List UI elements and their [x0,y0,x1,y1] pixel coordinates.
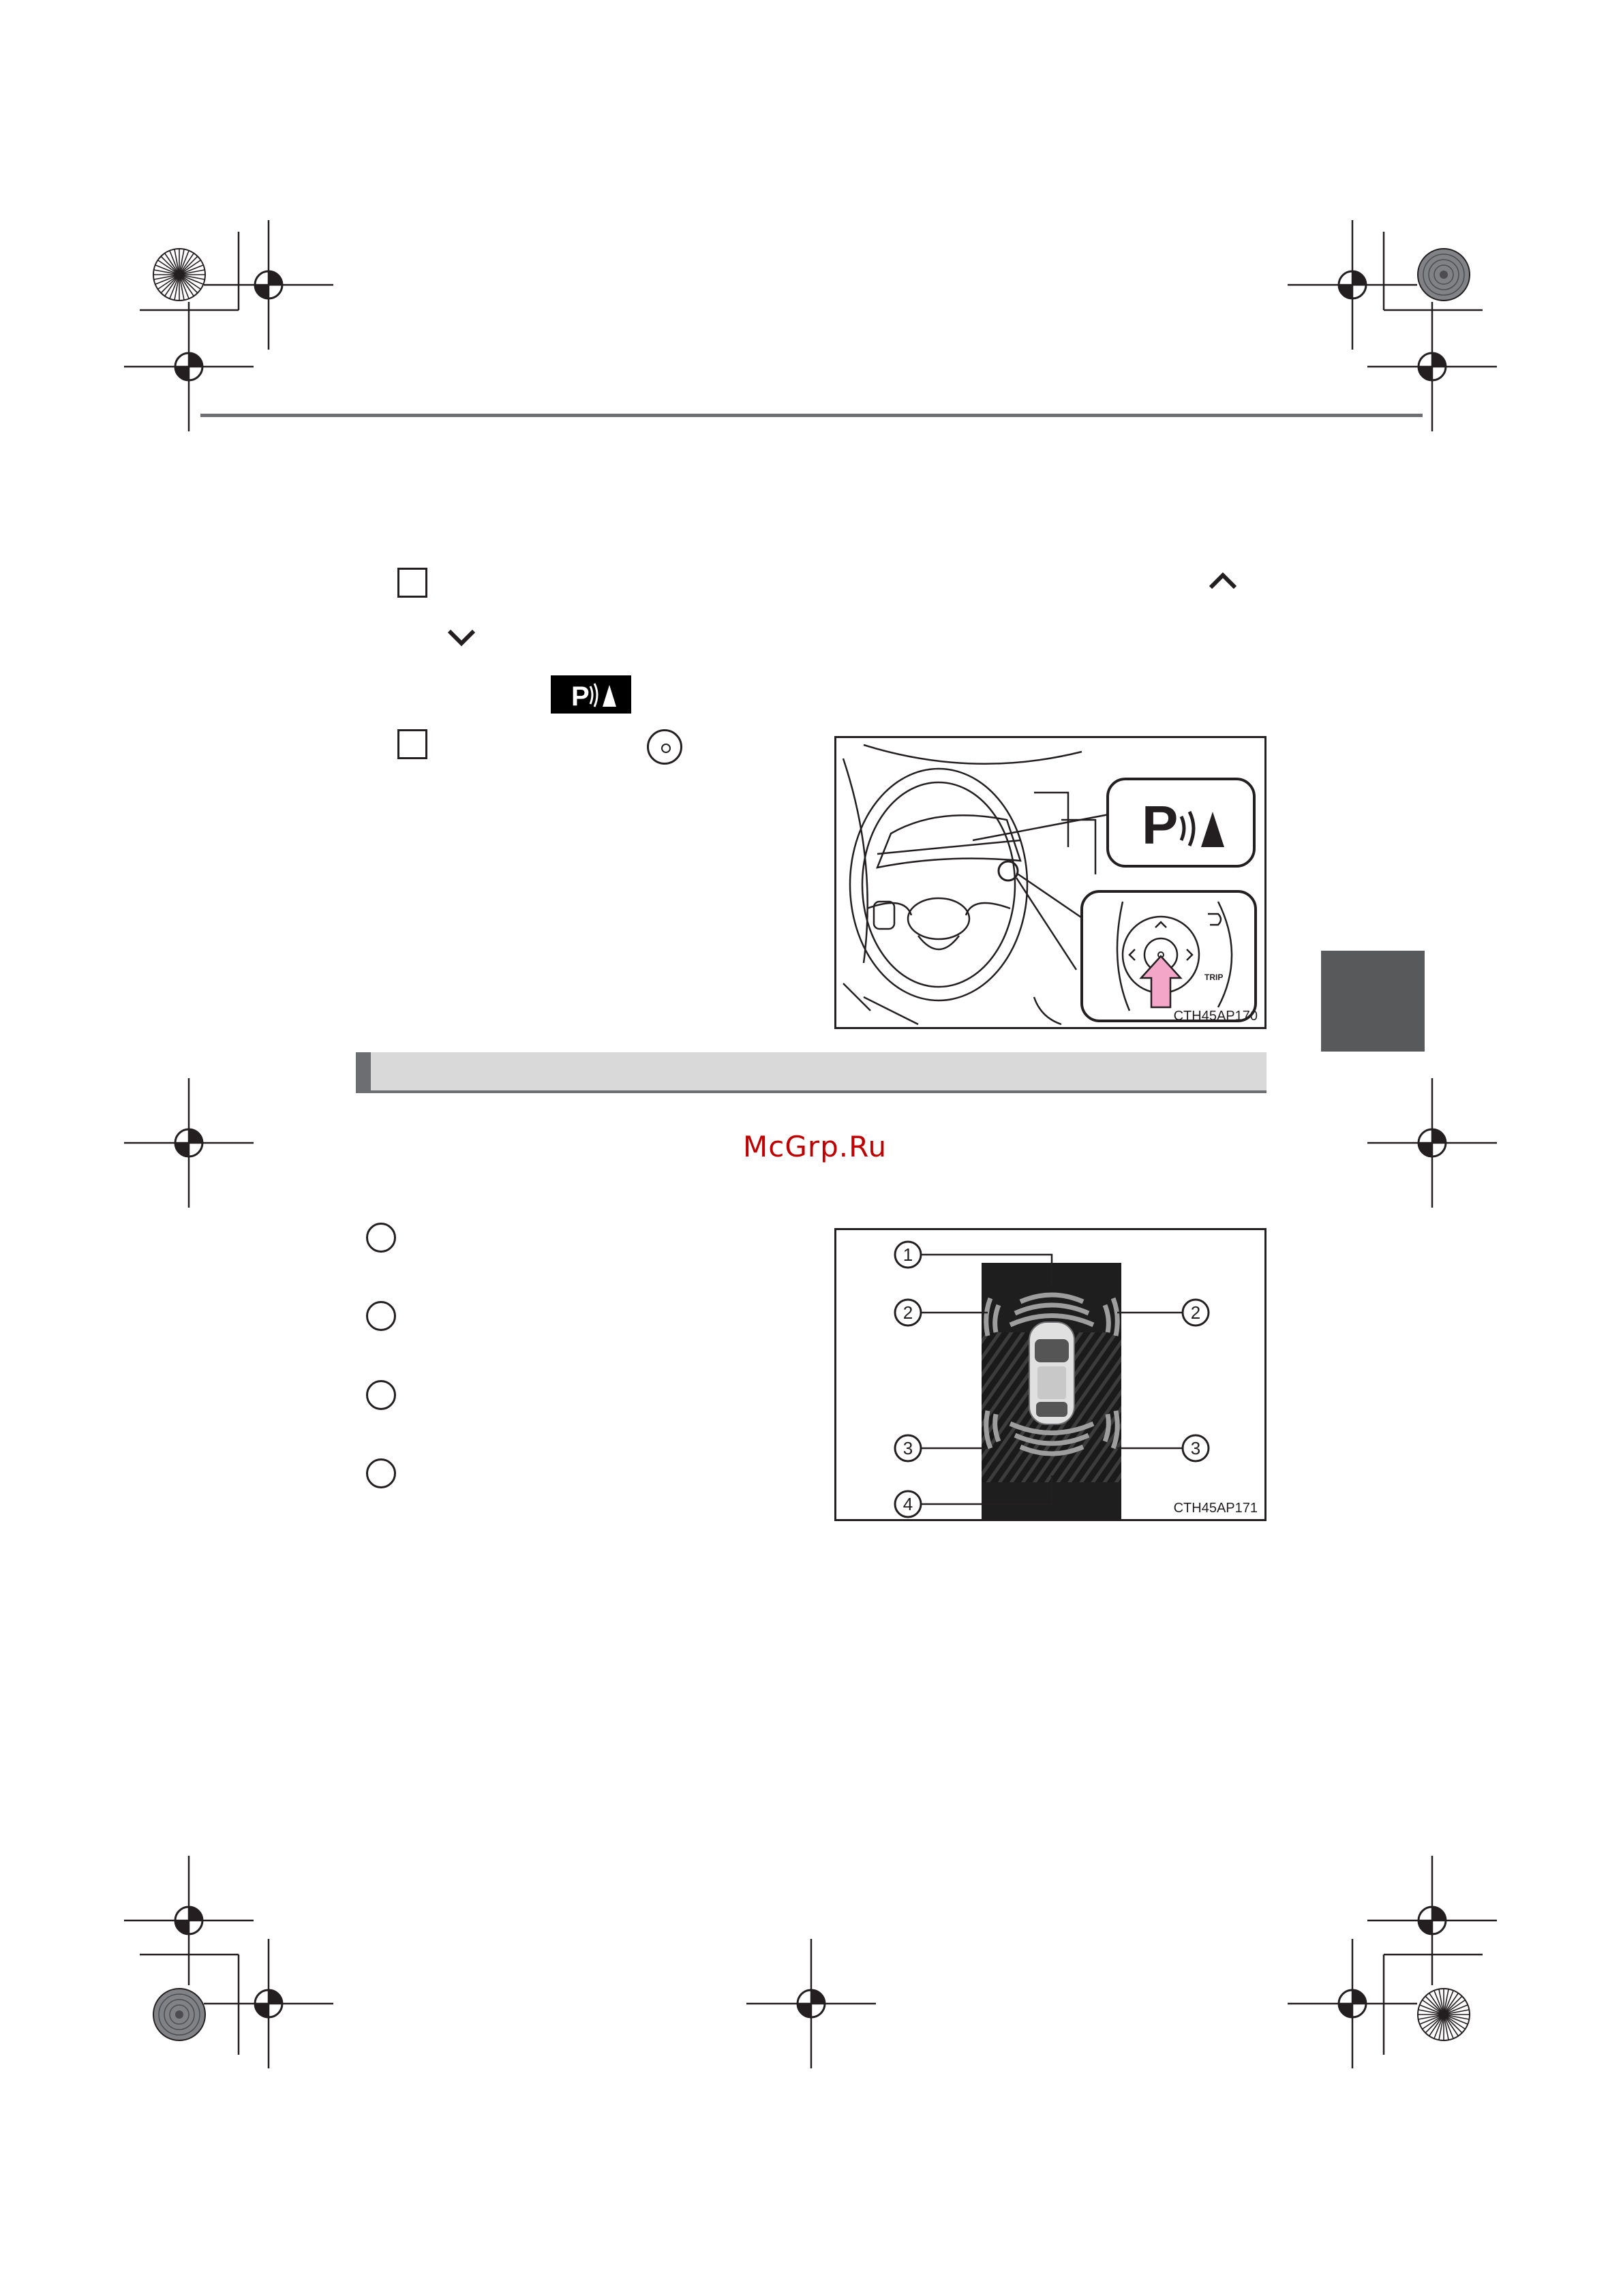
callout-3-right: 3 [1190,1438,1201,1458]
figure-sensor-display [834,1228,1266,1521]
watermark: McGrp.Ru [743,1130,888,1163]
step-1-marker [397,568,427,598]
figure-1-code: CTH45AP170 [1173,1009,1258,1024]
svg-text:P: P [571,682,590,711]
chapter-tab [1321,951,1425,1052]
callout-2-right: 2 [1190,1302,1201,1323]
section-heading-bar [356,1052,1266,1093]
figure-2-code: CTH45AP171 [1173,1501,1258,1516]
callout-1: 1 [902,1244,913,1265]
section-accent [356,1052,371,1090]
callout-3-left: 3 [902,1438,913,1458]
list-marker-1 [366,1223,396,1253]
enter-button-icon [647,729,682,765]
header-rule [200,414,1423,417]
callout-4: 4 [902,1494,913,1514]
chevron-up-icon [1208,571,1238,592]
step-2-marker [397,729,427,759]
parking-assist-icon [551,675,631,714]
list-marker-2 [366,1301,396,1331]
chevron-down-icon [446,627,476,647]
callout-2-left: 2 [902,1302,913,1323]
svg-text:P: P [1142,795,1179,855]
svg-text:TRIP: TRIP [1204,973,1224,982]
list-marker-3 [366,1380,396,1410]
figure-steering-wheel [834,736,1266,1029]
list-marker-4 [366,1458,396,1488]
